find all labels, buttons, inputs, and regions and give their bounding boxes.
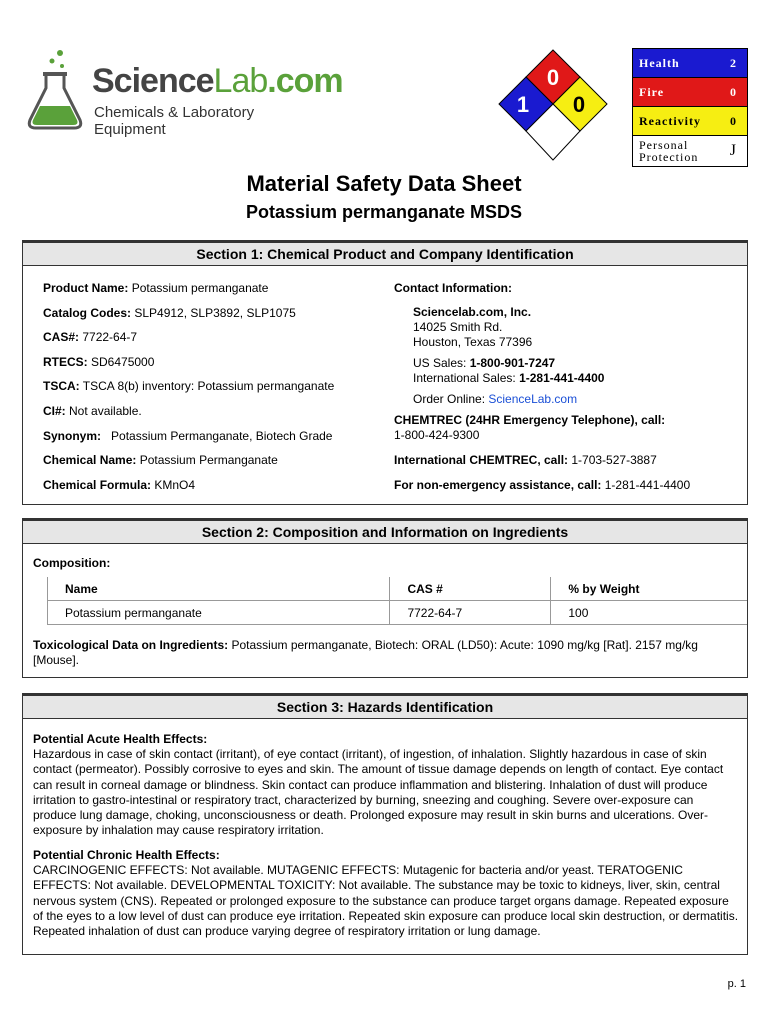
section-1 xyxy=(22,240,748,505)
nfpa-fire-value: 0 xyxy=(546,65,560,90)
nfpa-diamond xyxy=(497,48,609,164)
page-number: p. 1 xyxy=(727,978,746,990)
product-field: CI#: Not available. xyxy=(43,403,142,418)
address-line-1: 14025 Smith Rd. xyxy=(413,320,503,334)
order-online-link[interactable]: ScienceLab.com xyxy=(488,392,578,406)
nfpa-health-value: 1 xyxy=(516,92,530,117)
intl-chemtrec: International CHEMTREC, call: 1-703-527-3887 xyxy=(394,453,657,467)
hmis-reactivity-value: 0 xyxy=(730,113,737,128)
section-2-heading: Section 2: Composition and Information on Ingredients xyxy=(23,519,747,544)
logo-wordmark: ScienceLab.com xyxy=(92,62,343,100)
product-fields xyxy=(43,281,373,502)
column-header: % by Weight xyxy=(551,577,747,601)
hmis-fire-label: Fire xyxy=(639,84,665,99)
section-1-heading: Section 1: Chemical Product and Company Identification xyxy=(23,241,747,266)
composition-label: Composition: xyxy=(33,556,111,570)
product-field: Catalog Codes: SLP4912, SLP3892, SLP1075 xyxy=(43,305,296,320)
logo-tagline: Chemicals & Laboratory Equipment xyxy=(94,104,255,138)
composition-table xyxy=(47,577,747,625)
address-line-2: Houston, Texas 77396 xyxy=(413,335,533,349)
hmis-fire-value: 0 xyxy=(730,84,737,99)
hmis-health-label: Health xyxy=(639,55,680,70)
hmis-health-value: 2 xyxy=(730,55,737,70)
acute-effects: Potential Acute Health Effects: Hazardous in case of skin contact (irritant), of eye contact (irritant), of ingestion, of inhalation. Slightly hazardous in case of skin contact (permeator). Possibly corrosive to eyes and skin. The amount of tissue damage depends on length of contact. Eye contact can result in corneal damage or blindness. Skin contact can produce inflammation and blistering. Inhalation of dust will produce irritation to gastro-intestinal or respiratory tract, characterized by burning, sneezing and coughing. Severe over-exposure can produce lung damage, choking, unconsciousness or death. Prolonged exposure may result in skin burns and ulcerations. Over-exposure by inhalation may cause respiratory irritation. xyxy=(33,732,724,838)
hmis-reactivity-row xyxy=(633,107,747,136)
product-field: RTECS: SD6475000 xyxy=(43,354,155,369)
sciencelab-logo[interactable] xyxy=(20,48,343,138)
non-emergency: For non-emergency assistance, call: 1-281-441-4400 xyxy=(394,478,691,492)
product-field: TSCA: TSCA 8(b) inventory: Potassium permanganate xyxy=(43,379,335,394)
product-field: Synonym: Potassium Permanganate, Biotech Grade xyxy=(43,428,333,443)
table-cell: Potassium permanganate xyxy=(48,601,390,625)
hmis-protection-label: Personal Protection xyxy=(639,138,699,164)
chronic-effects: Potential Chronic Health Effects: CARCINOGENIC EFFECTS: Not available. MUTAGENIC EFFECTS: Mutagenic for bacteria and/or yeast. TERATOGENIC EFFECTS: Not available. DEVELOPMENTAL TOXICITY: Not available. The substance may be toxic to kidneys, liver, skin, central nervous system (CNS). Repeated or prolonged exposure to the substance can produce target organs damage. Repeated exposure of the eyes to a low level of dust can produce eye irritation. Repeated skin exposure can produce local skin destruction, or dermatitis. Repeated inhalation of dust can produce varying degree of respiratory irritation or lung damage. xyxy=(33,848,739,939)
hmis-protection-value: J xyxy=(729,142,737,159)
hmis-fire-row xyxy=(633,78,747,107)
order-online: Order Online: ScienceLab.com xyxy=(413,392,578,406)
contact-label: Contact Information: xyxy=(394,281,512,295)
hmis-protection-row xyxy=(633,136,747,166)
product-field: Product Name: Potassium permanganate xyxy=(43,281,269,295)
intl-sales: International Sales: 1-281-441-4400 xyxy=(413,371,605,385)
column-header: CAS # xyxy=(390,577,551,601)
column-header: Name xyxy=(48,577,390,601)
table-cell: 100 xyxy=(551,601,747,625)
contact-information xyxy=(394,281,734,493)
section-3 xyxy=(22,693,748,955)
section-3-heading: Section 3: Hazards Identification xyxy=(23,694,747,719)
hmis-health-row xyxy=(633,49,747,78)
table-row xyxy=(48,601,748,625)
flask-icon xyxy=(20,48,90,134)
chemtrec-label: CHEMTREC (24HR Emergency Telephone), call: xyxy=(394,413,666,427)
product-field: Chemical Formula: KMnO4 xyxy=(43,477,196,492)
company-name: Sciencelab.com, Inc. xyxy=(413,305,532,319)
product-field: CAS#: 7722-64-7 xyxy=(43,330,138,345)
product-field: Chemical Name: Potassium Permanganate xyxy=(43,453,278,468)
us-sales: US Sales: 1-800-901-7247 xyxy=(413,356,556,370)
section-2 xyxy=(22,518,748,678)
hmis-rating-box xyxy=(632,48,748,167)
toxicological-data: Toxicological Data on Ingredients: Potassium permanganate, Biotech: ORAL (LD50): Acute: 1090 mg/kg [Rat]. 2157 mg/kg [Mouse]. xyxy=(33,638,698,668)
hmis-reactivity-label: Reactivity xyxy=(639,113,701,128)
document-subtitle: Potassium permanganate MSDS xyxy=(245,202,523,222)
table-header-row xyxy=(48,577,748,601)
table-cell: 7722-64-7 xyxy=(390,601,551,625)
document-title: Material Safety Data Sheet xyxy=(246,171,522,196)
chemtrec-phone: 1-800-424-9300 xyxy=(394,428,480,442)
nfpa-reactivity-value: 0 xyxy=(572,92,586,117)
